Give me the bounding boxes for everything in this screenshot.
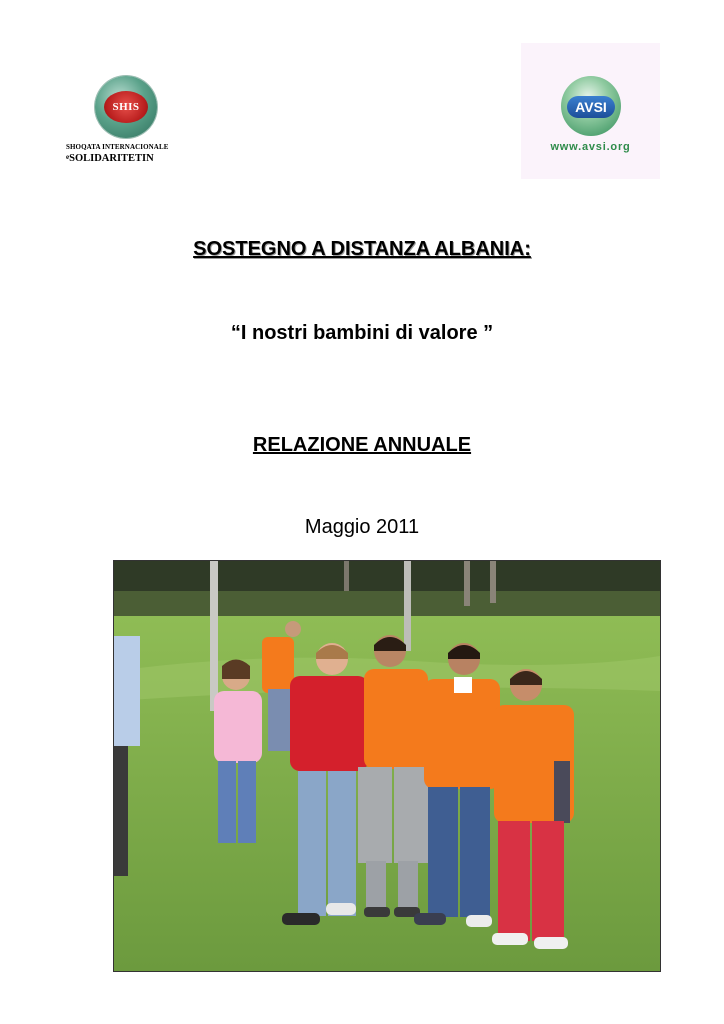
report-title: RELAZIONE ANNUALE	[252, 434, 472, 456]
shis-org-name: SOLIDARITETIN	[69, 153, 154, 164]
shis-badge: SHIS	[104, 91, 148, 123]
document-subtitle: “I nostri bambini di valore ”	[230, 322, 494, 344]
avsi-badge: AVSI	[567, 96, 615, 118]
shis-org-line2	[66, 153, 190, 164]
shis-emblem-icon	[95, 76, 157, 138]
avsi-url: www.avsi.org	[550, 141, 631, 153]
children-group-photo	[113, 560, 661, 972]
photo-illustration	[114, 561, 660, 971]
shis-prefix: e	[66, 153, 70, 161]
shis-logo	[66, 76, 190, 168]
avsi-logo	[521, 43, 660, 179]
avsi-globe-icon	[561, 76, 621, 136]
report-date: Maggio 2011	[304, 516, 420, 538]
document-title: SOSTEGNO A DISTANZA ALBANIA:	[193, 238, 531, 260]
shis-org-line1: SHOQATA INTERNACIONALE	[66, 143, 169, 151]
